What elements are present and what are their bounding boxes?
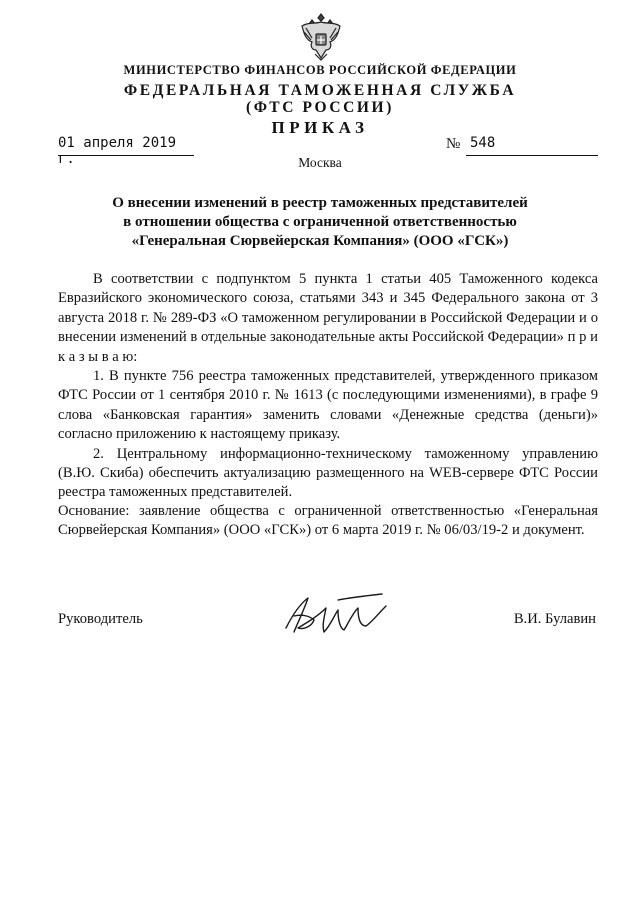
handwritten-signature <box>278 586 398 646</box>
document-type: ПРИКАЗ <box>271 118 369 137</box>
ministry-name: МИНИСТЕРСТВО ФИНАНСОВ РОССИЙСКОЙ ФЕДЕРАЦИИ <box>123 63 517 77</box>
issue-city: Москва <box>298 155 342 170</box>
order-number: 548 <box>470 135 496 151</box>
document-title <box>0 194 640 251</box>
preamble-paragraph: В соответствии с подпунктом 5 пункта 1 статьи 405 Таможенного кодекса Евразийского экономического союза, статьями 343 и 345 Федерального закона от 3 августа 2018 г. № 289-ФЗ «О таможенном регулировании в Российской Федерации и о внесении изменений в отдельные законодательные акты Российской Федерации» п р и к а з ы в а ю: <box>58 271 598 365</box>
order-number-field <box>466 135 598 156</box>
order-date: 01 апреля 2019 г. <box>58 135 194 156</box>
basis-paragraph: Основание: заявление общества с ограниченной ответственностью «Генеральная Сюрвейерская Компания» (ООО «ГСК») от 6 марта 2019 г. № 06/03/19-2 и документ. <box>58 503 598 539</box>
order-item-1: 1. В пункте 756 реестра таможенных представителей, утвержденного приказом ФТС России от 1 сентября 2010 г. № 1613 (с последующими изменениями), в графе 9 слова «Банковская гарантия» заменить словами «Денежные средства (деньги)» согласно приложению к настоящему приказу. <box>58 368 598 443</box>
signatory-name: В.И. Булавин <box>513 611 596 627</box>
signatory-role: Руководитель <box>58 611 143 627</box>
service-abbreviation: (ФТС РОССИИ) <box>246 99 394 116</box>
title-line: О внесении изменений в реестр таможенных представителей <box>112 195 528 211</box>
service-name: ФЕДЕРАЛЬНАЯ ТАМОЖЕННАЯ СЛУЖБА <box>123 82 517 99</box>
order-item-2: 2. Центральному информационно-техническому таможенному управлению (В.Ю. Скиба) обеспечить актуализацию размещенного на WEB-сервере ФТС России реестра таможенных представителей. <box>58 445 598 501</box>
title-line: «Генеральная Сюрвейерская Компания» (ООО «ГСК») <box>131 233 509 249</box>
title-line: в отношении общества с ограниченной ответственностью <box>123 214 517 230</box>
order-body <box>58 270 598 503</box>
number-label: № <box>446 136 461 152</box>
coat-of-arms-icon <box>298 10 344 62</box>
